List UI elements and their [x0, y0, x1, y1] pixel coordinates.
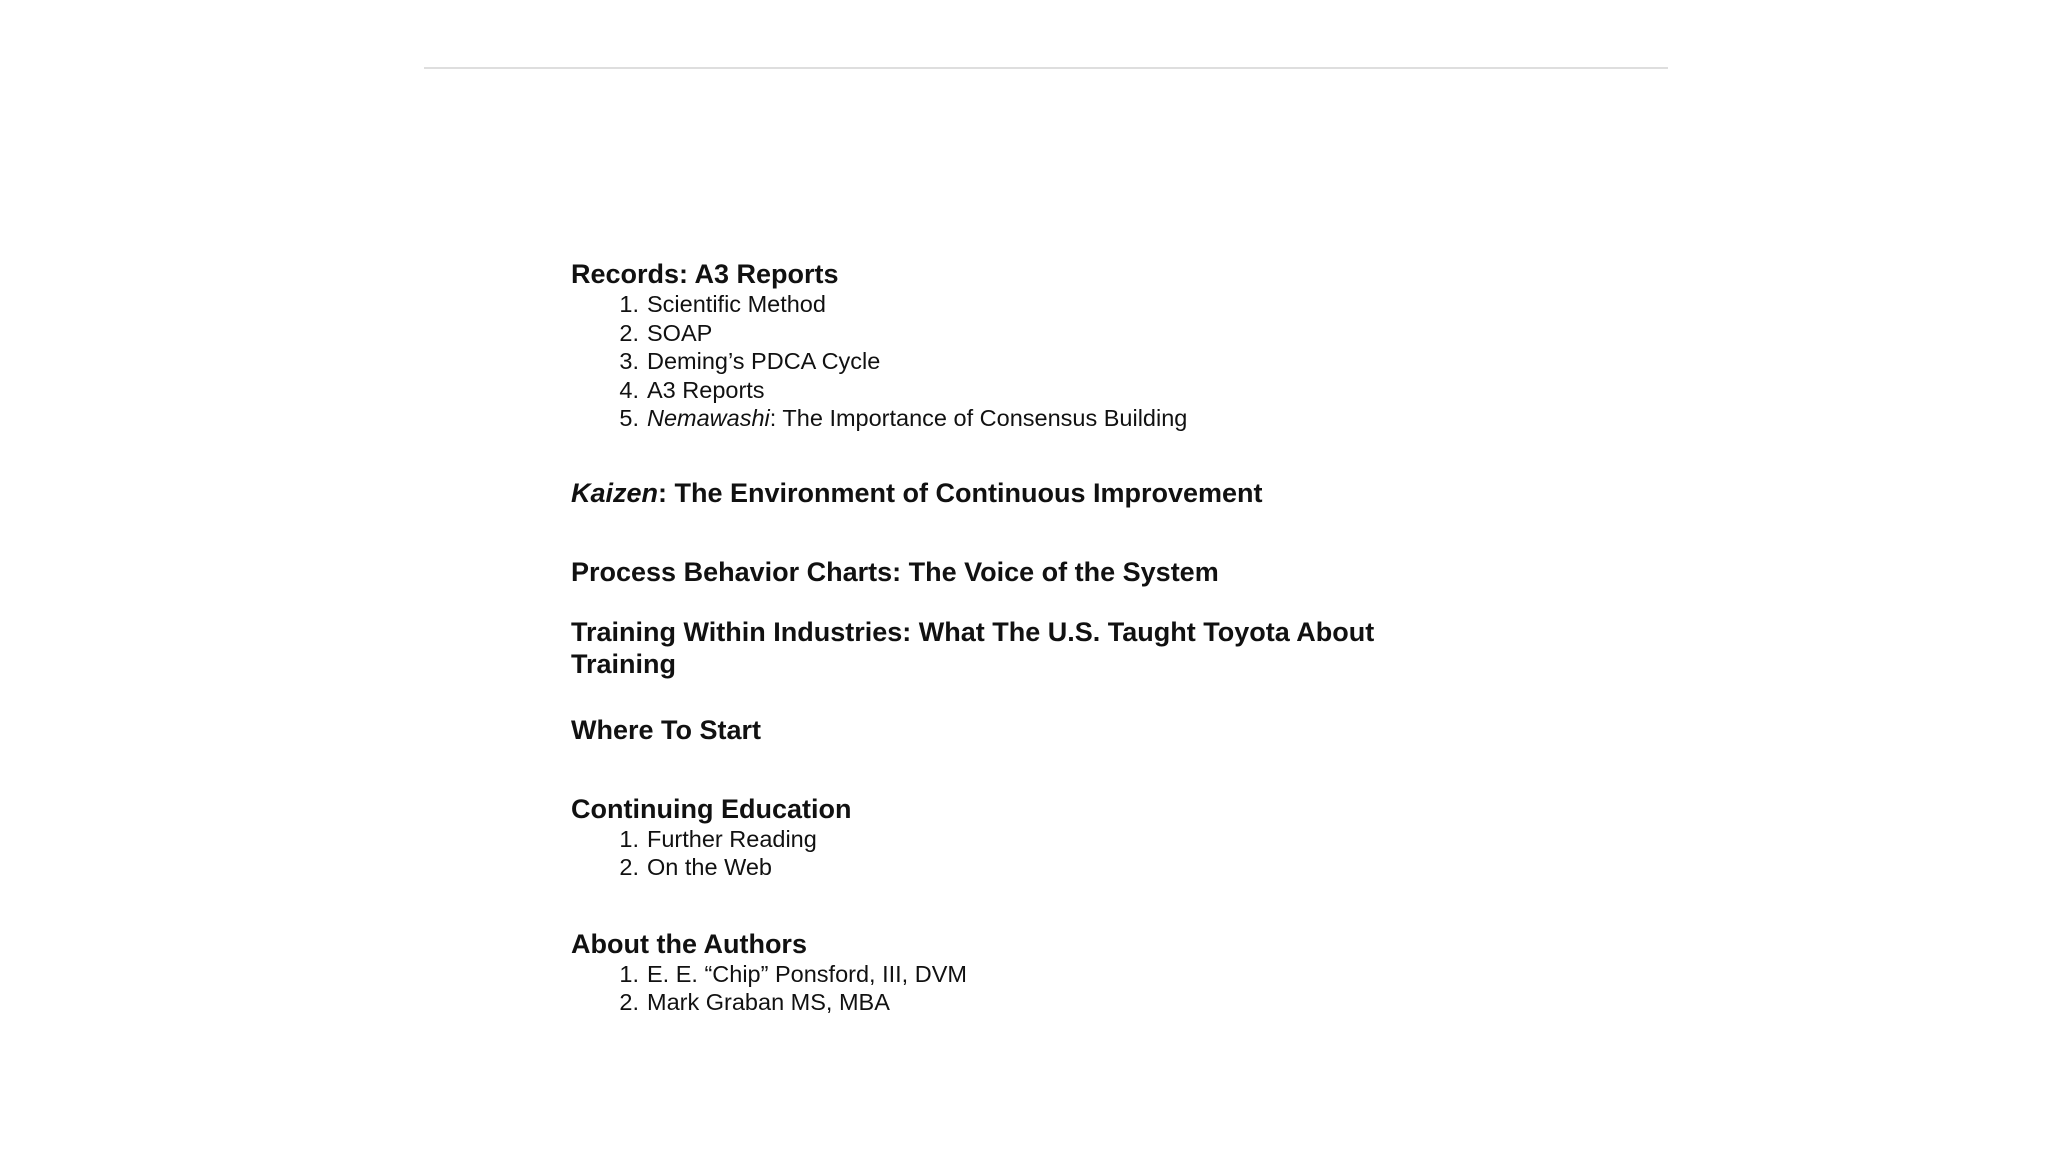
list-item: 3. Deming’s PDCA Cycle [619, 348, 881, 374]
section-title: Training Within Industries: What The U.S. Taught Toyota About Training [571, 616, 1375, 679]
toc-section-about-the-authors [571, 928, 1571, 1017]
list-item: 2. On the Web [619, 854, 772, 880]
toc-section-process-behavior-charts [571, 556, 1571, 588]
section-title: Process Behavior Charts: The Voice of the System [571, 556, 1219, 587]
section-items [571, 290, 1571, 433]
table-of-contents [571, 258, 1571, 1017]
list-item: 1. E. E. “Chip” Ponsford, III, DVM [619, 960, 967, 987]
list-item: 5. Nemawashi: The Importance of Consensus Building [619, 405, 1188, 431]
toc-section-where-to-start [571, 714, 1571, 746]
toc-section-training-within-industries [571, 616, 1571, 680]
section-title: About the Authors [571, 928, 807, 959]
section-title: Where To Start [571, 714, 762, 745]
list-item: 1. Further Reading [619, 825, 817, 852]
list-item: 2. SOAP [619, 319, 713, 346]
section-items [571, 960, 1571, 1017]
section-title: Continuing Education [571, 793, 852, 824]
top-divider [424, 67, 1668, 69]
toc-section-records [571, 258, 1571, 433]
section-title: Records: A3 Reports [571, 259, 839, 289]
list-item: 4. A3 Reports [619, 376, 765, 403]
list-item: 1. Scientific Method [619, 291, 826, 317]
section-items [571, 825, 1571, 882]
list-item: 2. Mark Graban MS, MBA [619, 989, 890, 1015]
toc-section-kaizen [571, 477, 1571, 509]
toc-section-continuing-education [571, 793, 1571, 882]
section-title: Kaizen: The Environment of Continuous Improvement [571, 477, 1263, 508]
